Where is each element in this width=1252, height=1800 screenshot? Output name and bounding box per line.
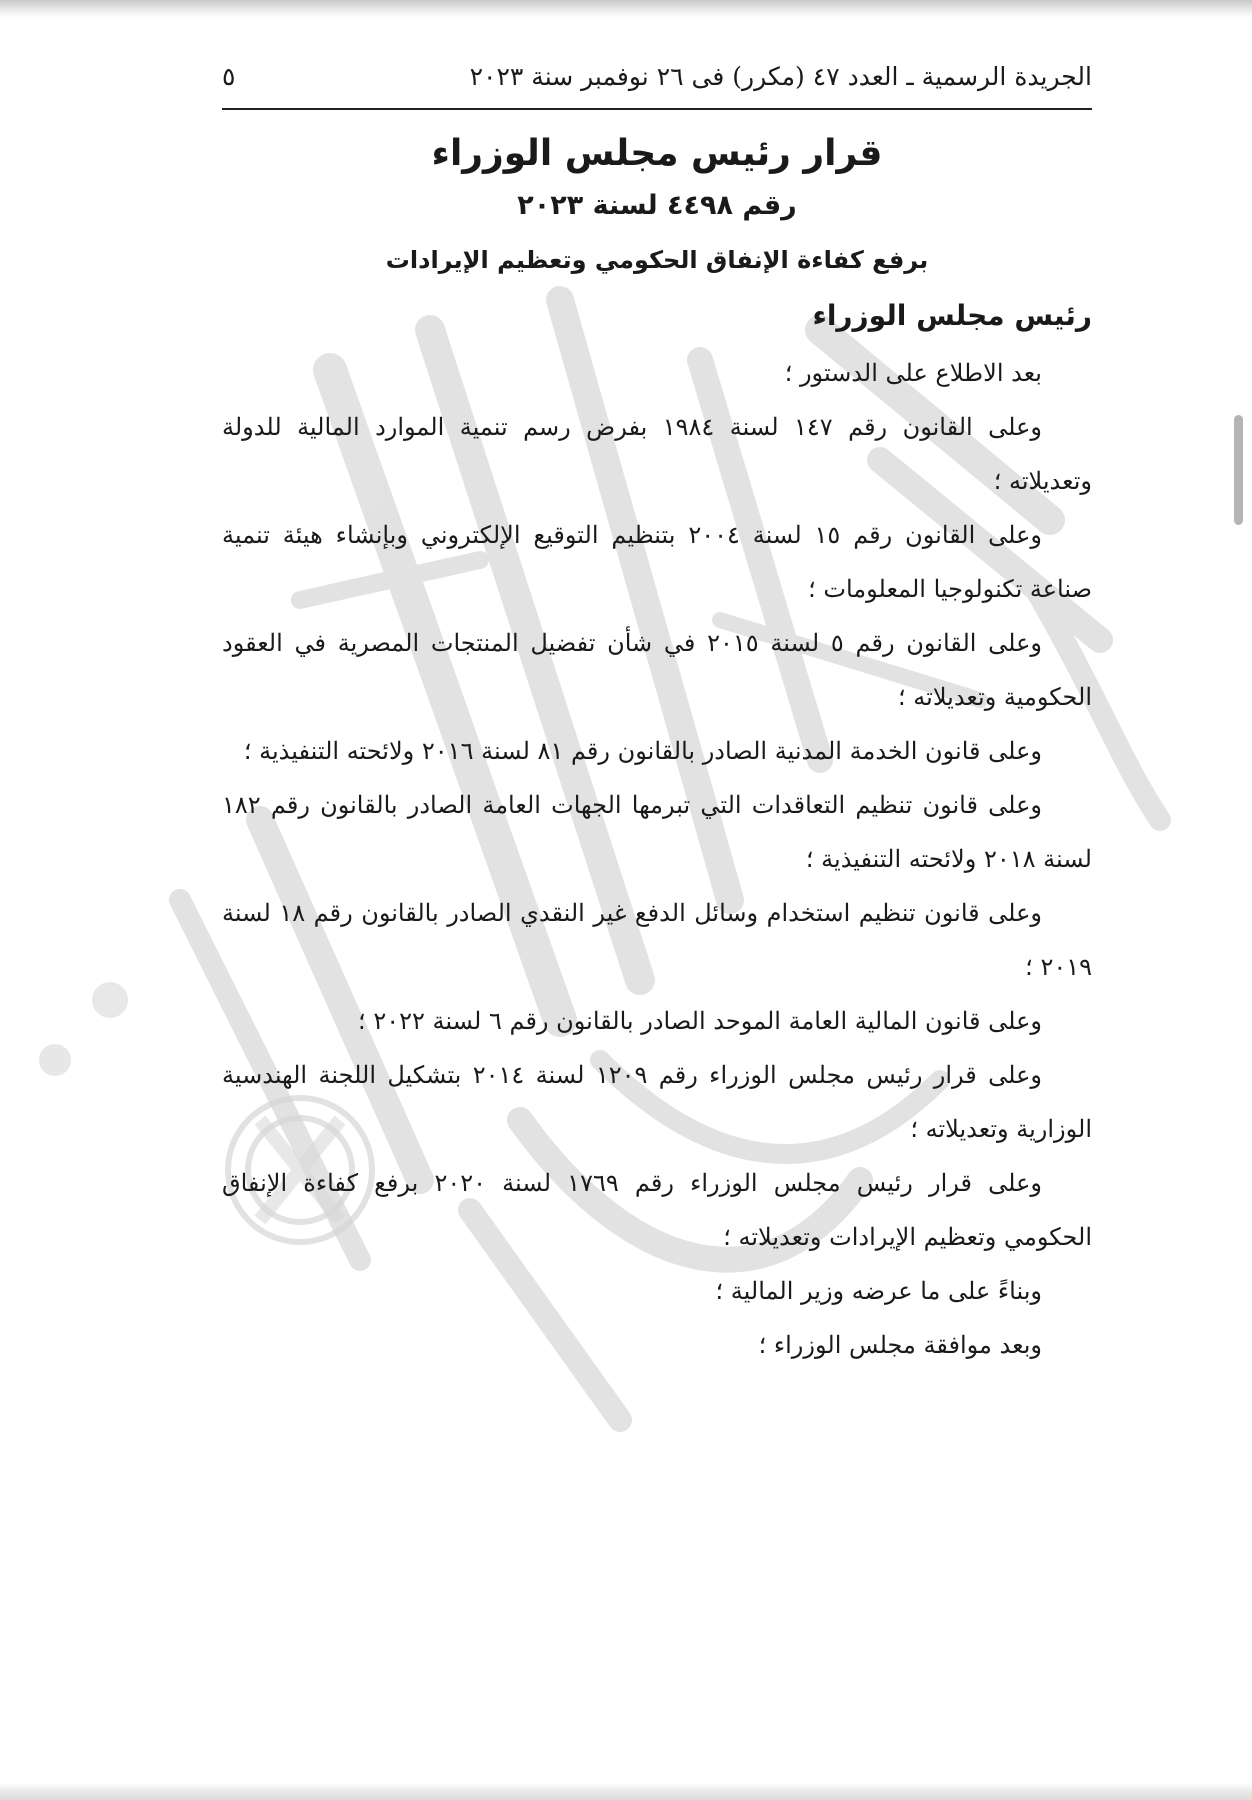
preamble-clause: وعلى القانون رقم ١٤٧ لسنة ١٩٨٤ بفرض رسم تنمية الموارد المالية للدولة وتعديلاته ؛ [222, 413, 1092, 495]
preamble-clause: وعلى قرار رئيس مجلس الوزراء رقم ١٢٠٩ لسنة ٢٠١٤ بتشكيل اللجنة الهندسية الوزارية وتعديلاته ؛ [222, 1061, 1092, 1143]
gazette-page [222, 50, 1092, 1372]
scrollbar-thumb[interactable] [1234, 415, 1243, 525]
preamble-clause: وعلى قانون الخدمة المدنية الصادر بالقانون رقم ٨١ لسنة ٢٠١٦ ولائحته التنفيذية ؛ [243, 737, 1042, 765]
preamble-clause: وبعد موافقة مجلس الوزراء ؛ [758, 1331, 1042, 1359]
preamble-clause: وعلى قانون المالية العامة الموحد الصادر بالقانون رقم ٦ لسنة ٢٠٢٢ ؛ [358, 1007, 1042, 1035]
preamble-clause: بعد الاطلاع على الدستور ؛ [784, 359, 1042, 387]
page-header [222, 50, 1092, 110]
decree-title: قرار رئيس مجلس الوزراء [431, 133, 883, 174]
preamble-clause: وعلى قرار رئيس مجلس الوزراء رقم ١٧٦٩ لسنة ٢٠٢٠ برفع كفاءة الإنفاق الحكومي وتعظيم الإيرادات وتعديلاته ؛ [222, 1169, 1092, 1251]
preamble-clause: وعلى القانون رقم ١٥ لسنة ٢٠٠٤ بتنظيم التوقيع الإلكتروني وبإنشاء هيئة تنمية صناعة تكنولوجيا المعلومات ؛ [222, 521, 1092, 603]
preamble [222, 346, 1092, 1372]
viewer-top-shadow [0, 0, 1252, 18]
viewer-bottom-bar [0, 1783, 1252, 1800]
preamble-clause: وعلى قانون تنظيم استخدام وسائل الدفع غير النقدي الصادر بالقانون رقم ١٨ لسنة ٢٠١٩ ؛ [222, 899, 1092, 981]
decree-issuer: رئيس مجلس الوزراء [812, 299, 1092, 332]
preamble-clause: وعلى قانون تنظيم التعاقدات التي تبرمها الجهات العامة الصادر بالقانون رقم ١٨٢ لسنة ٢٠١٨ ولائحته التنفيذية ؛ [222, 791, 1092, 873]
decree-number: رقم ٤٤٩٨ لسنة ٢٠٢٣ [517, 190, 797, 221]
page-number: ٥ [222, 62, 236, 91]
preamble-clause: وبناءً على ما عرضه وزير المالية ؛ [715, 1277, 1042, 1305]
preamble-clause: وعلى القانون رقم ٥ لسنة ٢٠١٥ في شأن تفضيل المنتجات المصرية في العقود الحكومية وتعديلاته ؛ [222, 629, 1092, 711]
gazette-header-title: الجريدة الرسمية ـ العدد ٤٧ (مكرر) فى ٢٦ نوفمبر سنة ٢٠٢٣ [469, 62, 1092, 91]
decree-subject: برفع كفاءة الإنفاق الحكومي وتعظيم الإيرادات [385, 246, 929, 274]
